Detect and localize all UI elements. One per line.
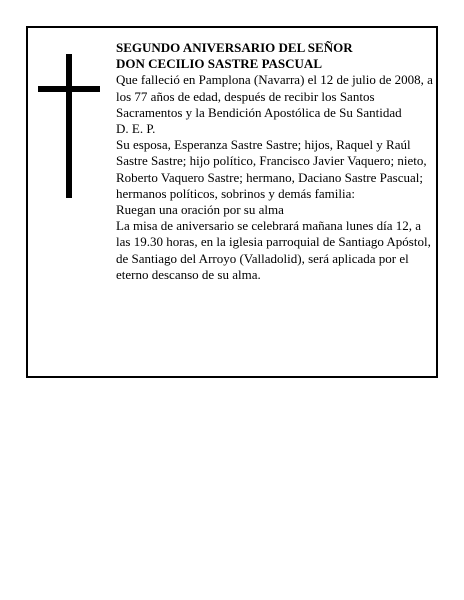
cross-vertical-bar [66,54,72,198]
cross-icon [38,54,100,198]
notice-title-line-1: SEGUNDO ANIVERSARIO DEL SEÑOR [116,40,353,55]
family-list: Su esposa, Esperanza Sastre Sastre; hijos, Raquel y Raúl Sastre Sastre; hijo político, Francisco Javier Vaquero; nieto, Roberto Vaquero Sastre; hermano, Daciano Sastre Pascual; hermanos políticos, sobrinos y demás familia: [116,137,427,201]
obituary-notice [26,26,438,378]
death-info: Que falleció en Pamplona (Navarra) el 12 de julio de 2008, a los 77 años de edad, después de recibir los Santos Sacramentos y la Bendición Apostólica de Su Santidad [116,72,433,120]
notice-body [116,40,434,283]
mass-info: La misa de aniversario se celebrará mañana lunes día 12, a las 19.30 horas, en la iglesia parroquial de Santiago Apóstol, de Santiago del Arroyo (Valladolid), será aplicada por el eterno descanso de su alma. [116,218,431,282]
dep-text: D. E. P. [116,121,156,137]
prayer-request: Ruegan una oración por su alma [116,202,284,218]
notice-title-line-2: DON CECILIO SASTRE PASCUAL [116,56,322,72]
cross-horizontal-bar [38,86,100,92]
